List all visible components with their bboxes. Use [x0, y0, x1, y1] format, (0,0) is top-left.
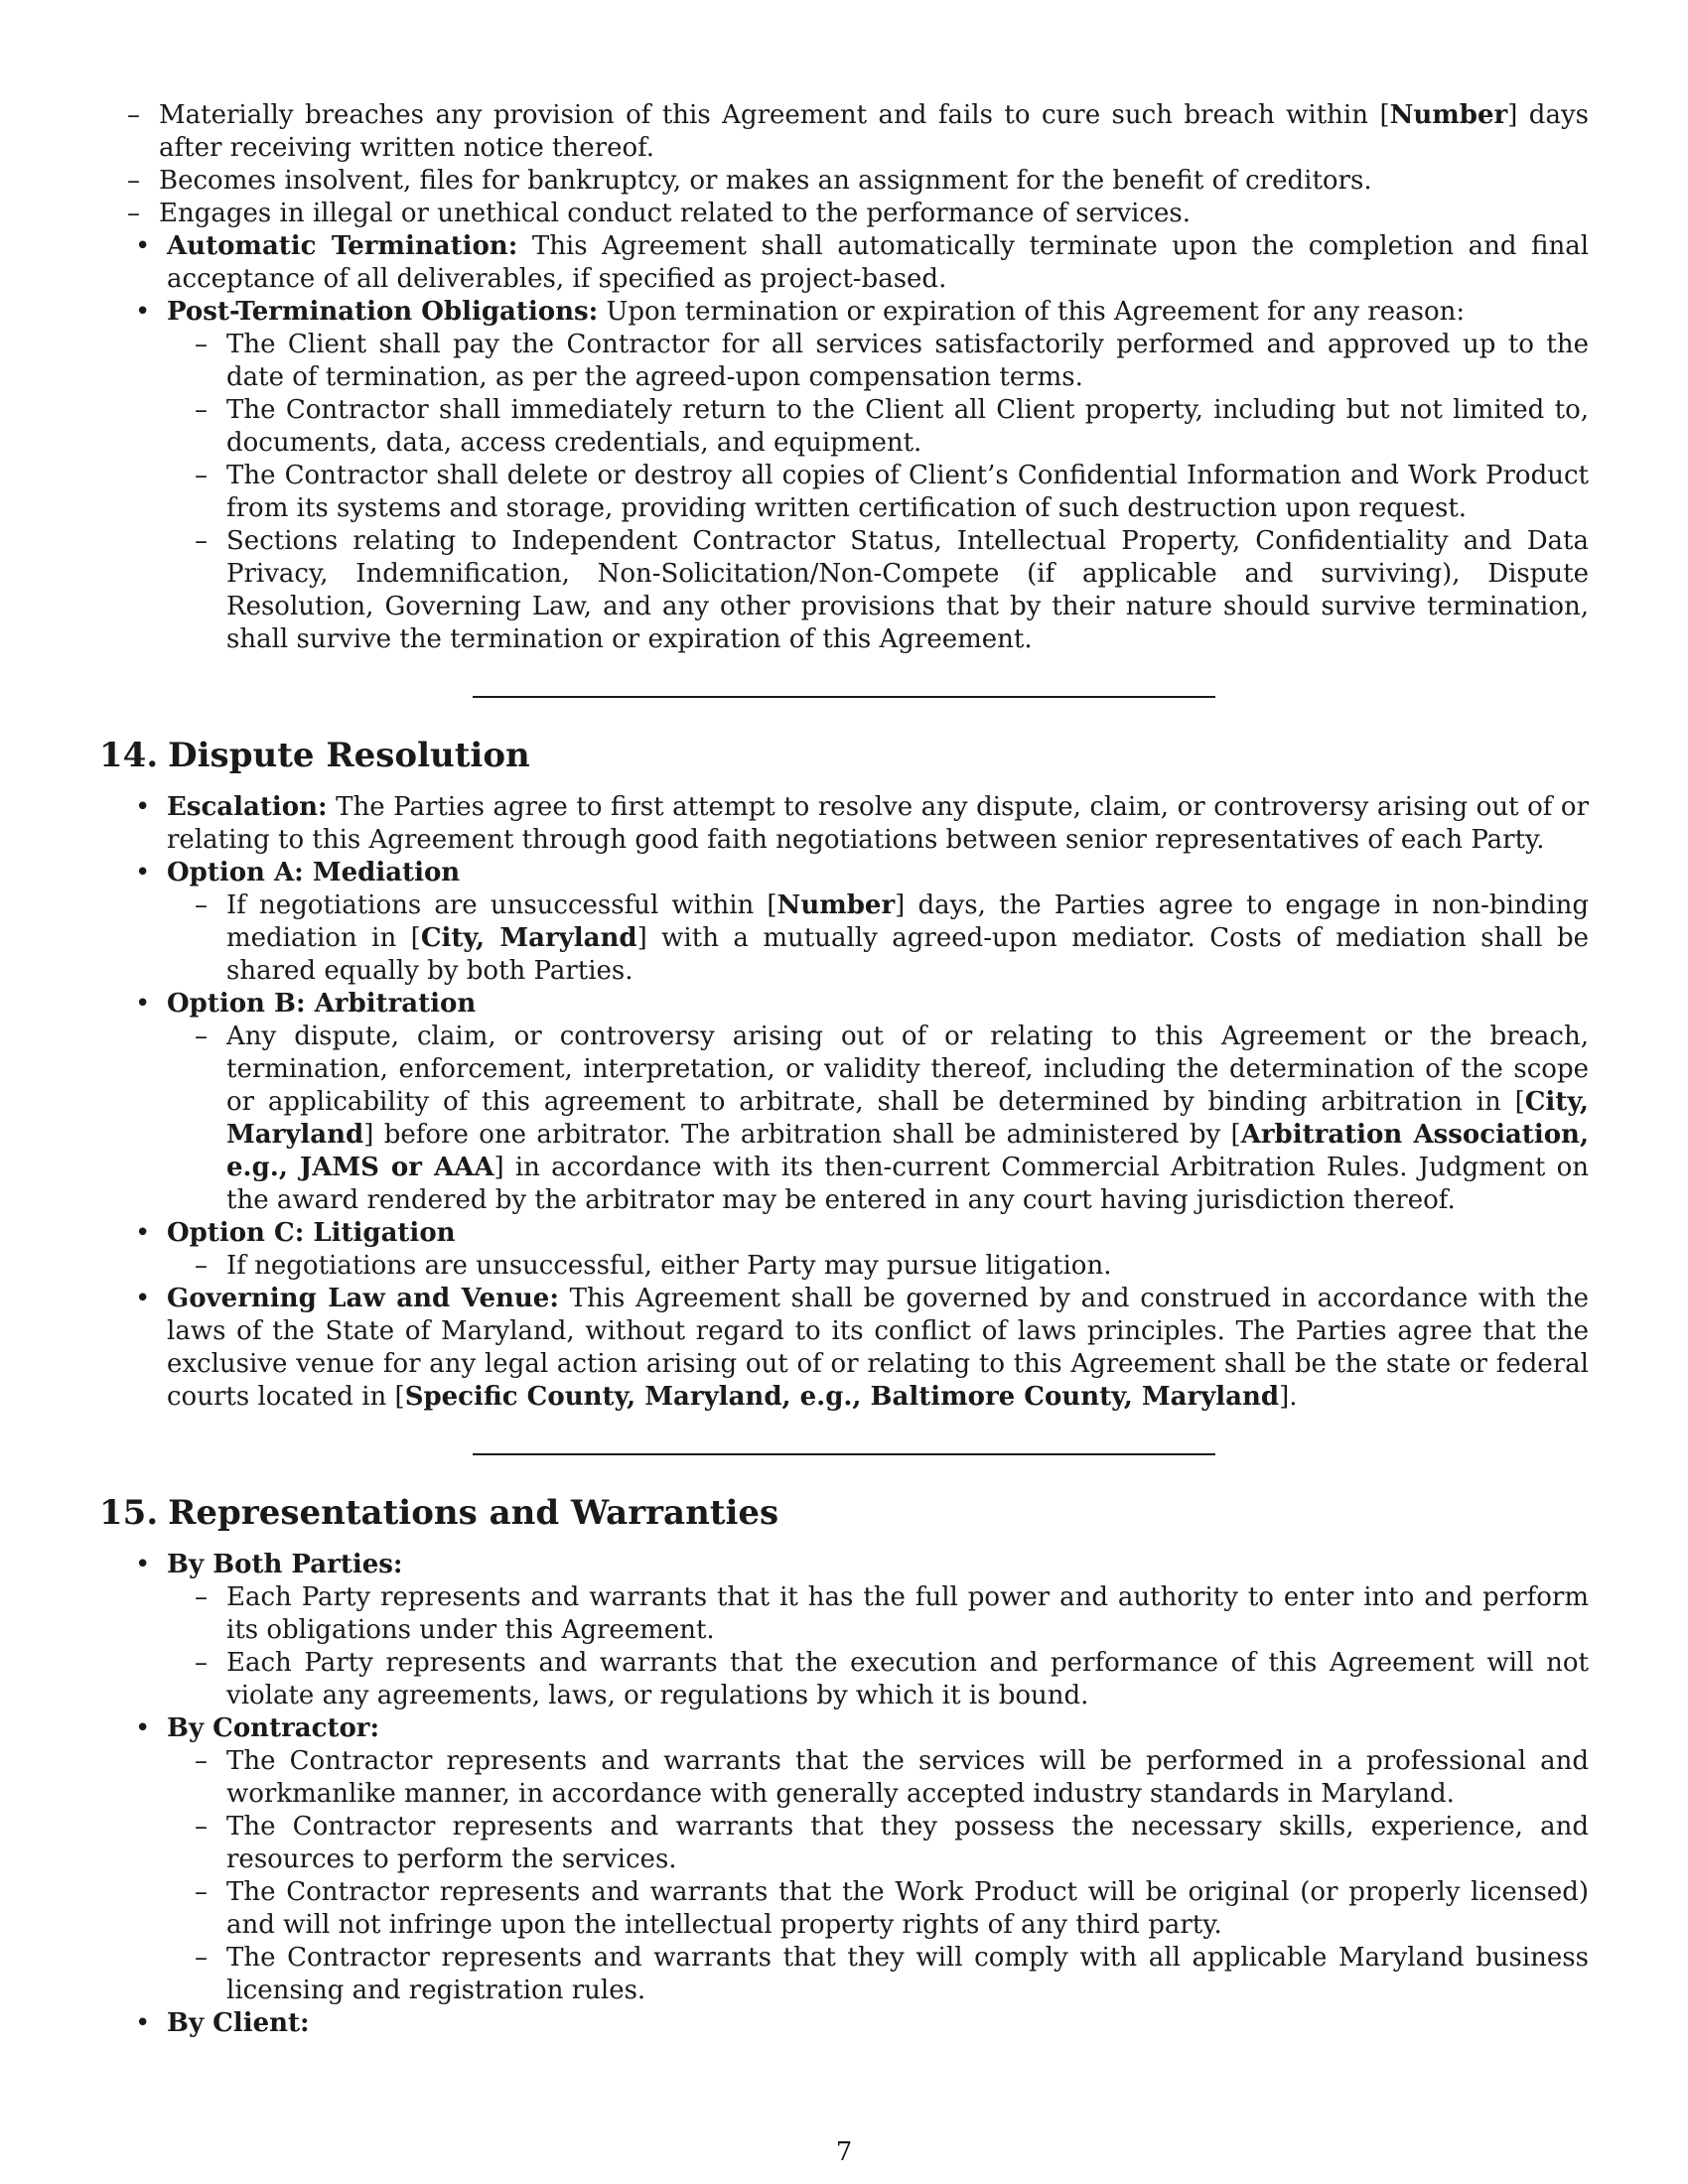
text: ] days after receiving written notice thereof.	[159, 100, 1589, 163]
list-item: – The Contractor shall delete or destroy all copies of Client’s Confidential Information and Work Product from its systems and storage, providing written certification of such destruction upon request.	[167, 460, 1589, 525]
section-title: Dispute Resolution	[168, 736, 530, 775]
placeholder-county: Specific County, Maryland, e.g., Baltimore County, Maryland	[404, 1382, 1280, 1412]
text: Any dispute, claim, or controversy arising out of or relating to this Agreement or the breach, termination, enforcement, interpretation, or validity thereof, including the determination of the scope or applicability of this agreement to arbitrate, shall be determined by binding arbitration in [	[226, 1022, 1589, 1117]
page-content	[99, 99, 1589, 2040]
contractor-sublist	[167, 1745, 1589, 2007]
post-termination-sublist	[167, 329, 1589, 656]
escalation-item	[99, 791, 1589, 857]
option-c-item	[99, 1217, 1589, 1283]
section-number: 14.	[99, 736, 159, 775]
list-item: – Each Party represents and warrants that the execution and performance of this Agreement will not violate any agreements, laws, or regulations by which it is bound.	[167, 1647, 1589, 1712]
automatic-termination-item	[99, 230, 1589, 296]
item-label: Option B: Arbitration	[167, 989, 477, 1019]
section-number: 15.	[99, 1493, 159, 1533]
dispute-resolution-list	[99, 791, 1589, 1414]
item-label: By Both Parties:	[167, 1550, 403, 1579]
list-item: – Becomes insolvent, files for bankruptcy, or makes an assignment for the benefit of creditors.	[99, 165, 1589, 198]
text: If negotiations are unsuccessful within [	[226, 890, 777, 920]
list-item: – The Contractor represents and warrants that the Work Product will be original (or properly licensed) and will not infringe upon the intellectual property rights of any third party.	[167, 1876, 1589, 1942]
list-item: – Each Party represents and warrants that it has the full power and authority to enter into and perform its obligations under this Agreement.	[167, 1581, 1589, 1647]
representations-list	[99, 1549, 1589, 2040]
list-item: – The Contractor represents and warrants that they will comply with all applicable Maryland business licensing and registration rules.	[167, 1942, 1589, 2007]
termination-causes-list	[99, 99, 1589, 230]
list-item: – The Contractor shall immediately return to the Client all Client property, including but not limited to, documents, data, access credentials, and equipment.	[167, 394, 1589, 460]
item-label: Post-Termination Obligations:	[167, 297, 599, 327]
option-a-sublist	[167, 889, 1589, 988]
list-item: – The Client shall pay the Contractor for all services satisfactorily performed and approved up to the date of termination, as per the agreed-upon compensation terms.	[167, 329, 1589, 394]
by-contractor-item	[99, 1712, 1589, 2007]
by-both-parties-item	[99, 1549, 1589, 1712]
option-b-item	[99, 988, 1589, 1217]
section-divider	[473, 1453, 1215, 1455]
item-label: Escalation:	[167, 792, 328, 822]
by-client-item	[99, 2007, 1589, 2040]
list-item: – Engages in illegal or unethical conduct related to the performance of services.	[99, 198, 1589, 230]
list-item	[99, 99, 1589, 165]
placeholder-arbitration-association: Arbitration Association, e.g., JAMS or AAA	[226, 1120, 1589, 1182]
item-text: This Agreement shall automatically terminate upon the completion and final acceptance of all deliverables, if specified as project-based.	[167, 231, 1590, 294]
list-item: – The Contractor represents and warrants that they possess the necessary skills, experience, and resources to perform the services.	[167, 1811, 1589, 1876]
item-label: Automatic Termination:	[167, 231, 518, 261]
option-c-sublist	[167, 1250, 1589, 1283]
item-label: By Contractor:	[167, 1713, 380, 1743]
item-label: By Client:	[167, 2008, 310, 2038]
termination-list	[99, 230, 1589, 656]
placeholder-number: Number	[1389, 100, 1508, 130]
section-divider	[473, 696, 1215, 698]
text: This Agreement shall be governed by and construed in accordance with the laws of the State of Maryland, without regard to its conflict of laws principles. The Parties agree that the exclusive venue for any legal action arising out of or relating to this Agreement shall be the state or federal courts located in [	[167, 1284, 1589, 1412]
option-b-sublist	[167, 1021, 1589, 1217]
item-label: Governing Law and Venue:	[167, 1284, 559, 1313]
section-heading-dispute-resolution	[99, 736, 1589, 775]
placeholder-city: City, Maryland	[420, 923, 637, 953]
governing-law-item	[99, 1283, 1589, 1414]
text: ] before one arbitrator. The arbitration shall be administered by [	[363, 1120, 1241, 1150]
post-termination-item	[99, 296, 1589, 656]
list-item: – Sections relating to Independent Contractor Status, Intellectual Property, Confidentiality and Data Privacy, Indemnification, Non-Solicitation/Non-Compete (if applicable and surviving), Dispute Resolution, Governing Law, and any other provisions that by their nature should survive termination, shall survive the termination or expiration of this Agreement.	[167, 525, 1589, 656]
section-title: Representations and Warranties	[168, 1493, 779, 1533]
text: ] days, the Parties agree to engage in non-binding mediation in [	[226, 890, 1590, 953]
list-item: – The Contractor represents and warrants that the services will be performed in a professional and workmanlike manner, in accordance with generally accepted industry standards in Maryland.	[167, 1745, 1589, 1811]
item-text: Upon termination or expiration of this Agreement for any reason:	[598, 297, 1466, 327]
text: ].	[1279, 1382, 1298, 1412]
list-item: – If negotiations are unsuccessful, either Party may pursue litigation.	[167, 1250, 1589, 1283]
item-text: The Parties agree to first attempt to resolve any dispute, claim, or controversy arising out of or relating to this Agreement through good faith negotiations between senior representatives of each Party.	[167, 792, 1589, 855]
both-parties-sublist	[167, 1581, 1589, 1712]
text: ] in accordance with its then-current Commercial Arbitration Rules. Judgment on the award rendered by the arbitrator may be entered in any court having jurisdiction thereof.	[226, 1153, 1589, 1215]
item-label: Option C: Litigation	[167, 1218, 456, 1248]
section-heading-representations	[99, 1493, 1589, 1533]
placeholder-city: City, Maryland	[226, 1087, 1589, 1150]
page-number: 7	[835, 2137, 853, 2167]
text: Materially breaches any provision of this Agreement and fails to cure such breach within [	[159, 100, 1390, 130]
placeholder-number: Number	[776, 890, 896, 920]
option-a-item	[99, 857, 1589, 988]
list-item	[167, 1021, 1589, 1217]
text: ] with a mutually agreed-upon mediator. Costs of mediation shall be shared equally by both Parties.	[226, 923, 1589, 986]
item-label: Option A: Mediation	[167, 858, 461, 887]
list-item	[167, 889, 1589, 988]
